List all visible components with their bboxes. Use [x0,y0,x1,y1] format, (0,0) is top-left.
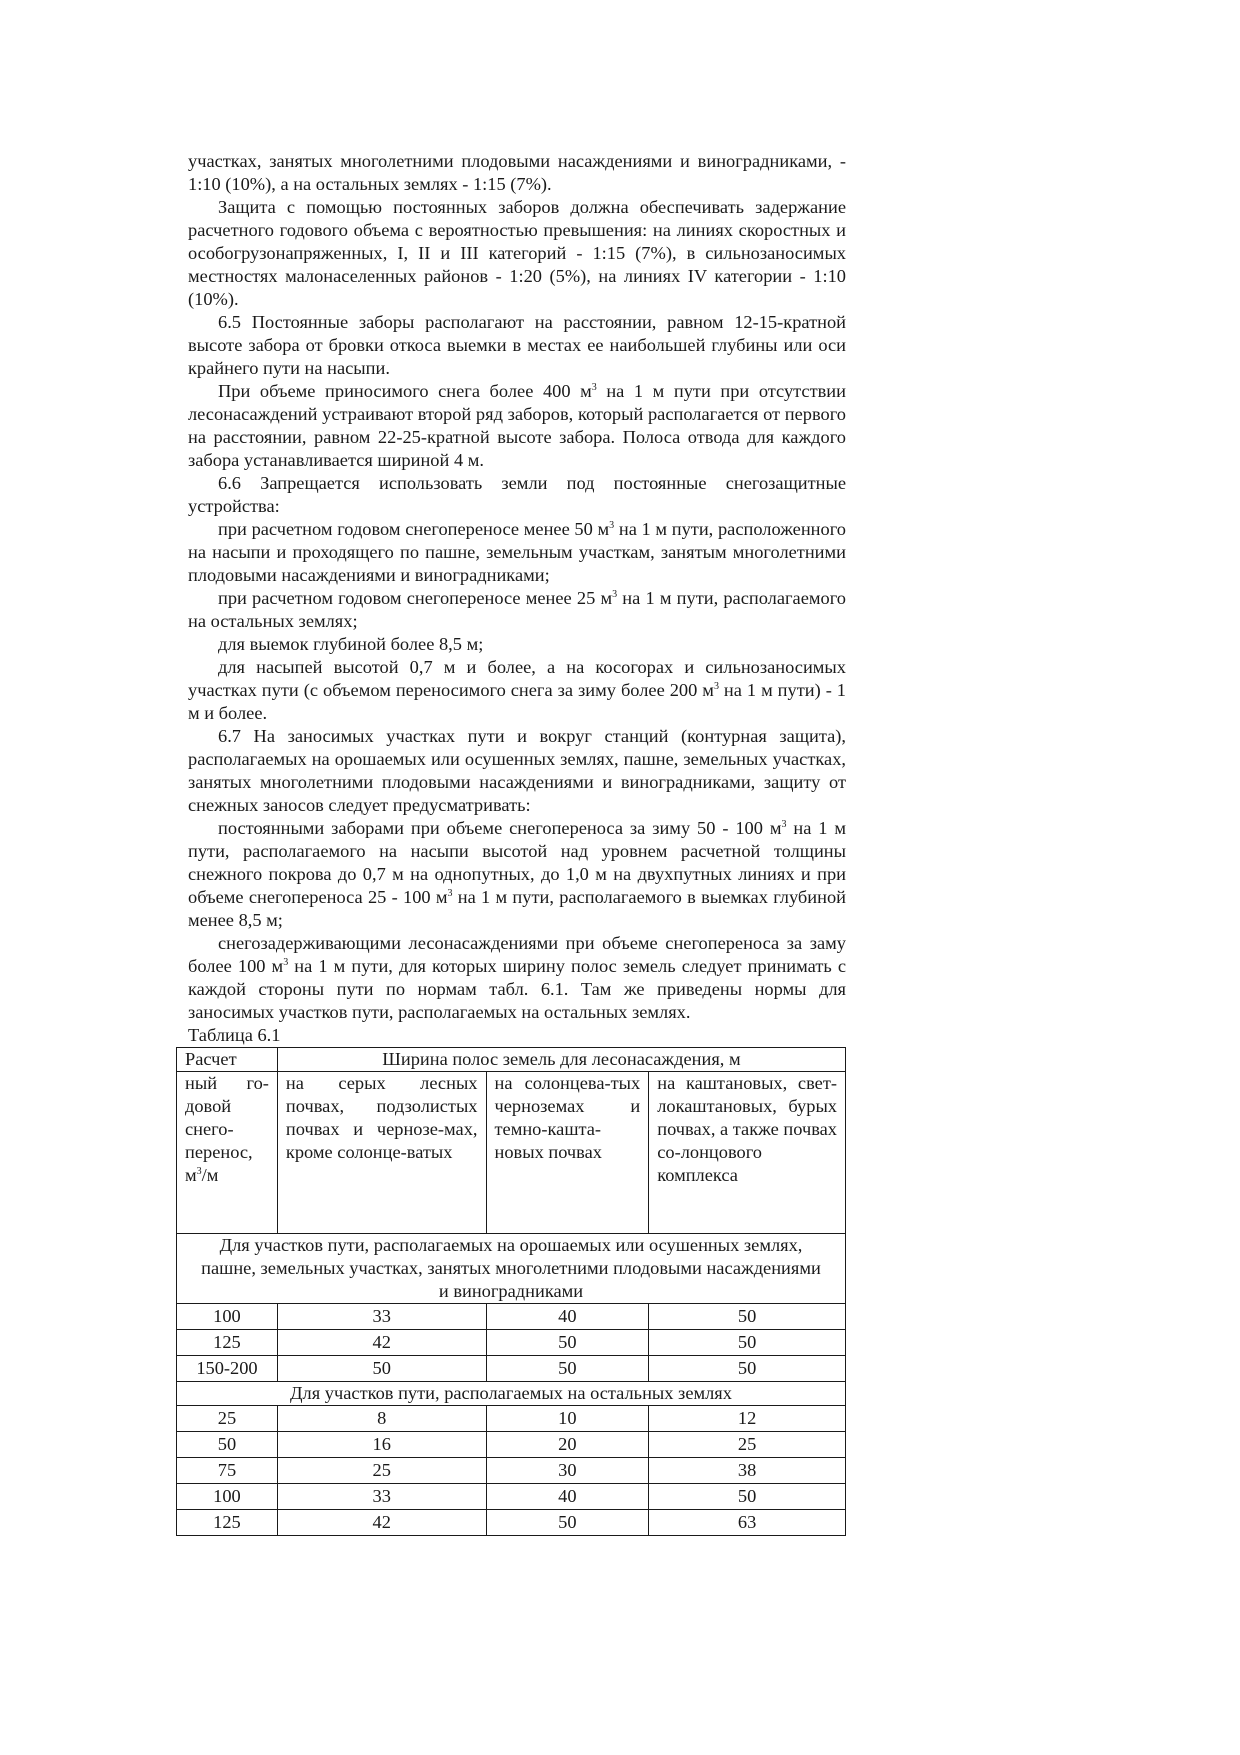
table-cell: 38 [649,1458,846,1484]
superscript: 3 [447,888,453,899]
table-cell: 25 [177,1406,278,1432]
paragraph-6-5: 6.5 Постоянные заборы располагают на расстоянии, равном 12-15-кратной высоте забора от бровки откоса выемки в местах ее наибольшей глубины или оси крайнего пути на насыпи. [188,312,846,378]
header-cell-snow-transfer [177,1072,278,1234]
table-cell: 50 [649,1330,846,1356]
text-run: снегозадерживающими лесонасаждениями при объеме снегопереноса за заму более 100 м [188,933,846,976]
table-cell: 100 [177,1304,278,1330]
table-cell: 63 [649,1510,846,1536]
table-cell: 10 [486,1406,649,1432]
table-cell: 16 [277,1432,486,1458]
section-title-other-lands: Для участков пути, располагаемых на остальных землях [177,1382,846,1406]
table-cell: 40 [486,1304,649,1330]
table-row [177,1304,846,1330]
paragraph-6-7: 6.7 На заносимых участках пути и вокруг станций (контурная защита), располагаемых на орошаемых или осушенных землях, пашне, земельных участках, занятых многолетними плодовыми насаждениями и виноградниками, защиту от снежных заносов следует предусматривать: [188,726,846,815]
table-cell: 20 [486,1432,649,1458]
list-item: для выемок глубиной более 8,5 м; [218,634,484,654]
text-run: ный го-довой снего-перенос, м [185,1073,269,1185]
table-row [177,1356,846,1382]
norms-table [176,1047,846,1536]
table-cell: 25 [649,1432,846,1458]
text-run: /м [201,1165,219,1185]
superscript: 3 [781,819,787,830]
list-item [188,817,846,932]
superscript: 3 [609,520,615,531]
table-header-row [177,1048,846,1072]
list-item [188,656,846,725]
superscript: 3 [283,957,289,968]
document-page [185,150,847,1536]
table-cell: 75 [177,1458,278,1484]
text-run: на 1 м пути при отсутствии лесонасаждений устраивают второй ряд заборов, который располагается от первого на расстоянии, равном 22-25-кратной высоте забора. Полоса отвода для каждого забора устанавливается шириной 4 м. [188,381,846,470]
text-run: постоянными заборами при объеме снегопереноса за зиму 50 - 100 м [218,818,782,838]
table-cell: 42 [277,1330,486,1356]
table-subheader-row [177,1072,846,1234]
table-row [177,1510,846,1536]
table-cell: 50 [486,1510,649,1536]
table-cell: 30 [486,1458,649,1484]
text-run: на 1 м пути, располагаемого на насыпи высотой над уровнем расчетной толщины снежного покрова до 0,7 м на однопутных, до 1,0 м на двухпутных линиях и при объеме снегопереноса 25 - 100 м [188,818,846,907]
table-cell: 125 [177,1330,278,1356]
superscript: 3 [612,589,618,600]
paragraph [188,380,846,472]
table-cell: 50 [649,1304,846,1330]
table-cell: 150-200 [177,1356,278,1382]
table-cell: 40 [486,1484,649,1510]
header-cell-soil-2: на солонцева-тых черноземах и темно-кашта-новых почвах [486,1072,649,1234]
table-cell: 50 [277,1356,486,1382]
table-cell: 42 [277,1510,486,1536]
superscript: 3 [591,382,597,393]
list-item [188,518,846,587]
table-cell: 50 [486,1330,649,1356]
text-run: при расчетном годовом снегопереносе менее 25 м [218,588,613,608]
table-cell: 50 [649,1356,846,1382]
table-cell: 50 [486,1356,649,1382]
text-run: для насыпей высотой 0,7 м и более, а на косогорах и сильнозаносимых участках пути (с объемом переносимого снега за зиму более 200 м [188,657,846,700]
list-item [188,587,846,633]
section-title-row [177,1234,846,1304]
table-cell: 125 [177,1510,278,1536]
table-cell: 25 [277,1458,486,1484]
text-run: при расчетном годовом снегопереносе менее 50 м [218,519,610,539]
superscript: 3 [196,1166,202,1177]
text-run: При объеме приносимого снега более 400 м [218,381,592,401]
table-row [177,1330,846,1356]
text-run: на 1 м пути, располагаемого в выемках глубиной менее 8,5 м; [188,887,847,930]
table-row [177,1458,846,1484]
list-item [188,932,846,1024]
paragraph: Защита с помощью постоянных заборов должна обеспечивать задержание расчетного годового объема с вероятностью превышения: на линиях скоростных и особогрузонапряженных, I, II и III категорий - 1:15 (7%), в сильнозаносимых местностях малонаселенных районов - 1:20 (5%), на линиях IV категории - 1:10 (10%). [188,197,846,309]
table-cell: 50 [649,1484,846,1510]
table-cell: 50 [177,1432,278,1458]
text-run: на 1 м пути) - 1 м и более. [188,680,846,723]
table-caption: Таблица 6.1 [188,1025,281,1045]
superscript: 3 [713,681,719,692]
table-cell: 12 [649,1406,846,1432]
text-run: на 1 м пути, располагаемого на остальных землях; [188,588,846,631]
paragraph: участках, занятых многолетними плодовыми насаждениями и виноградниками, - 1:10 (10%), а на остальных землях - 1:15 (7%). [188,151,846,194]
header-cell-snow-top: Расчет [177,1048,278,1072]
table-row [177,1406,846,1432]
section-title-row [177,1382,846,1406]
table-row [177,1484,846,1510]
header-cell-soil-3: на каштановых, свет-локаштановых, бурых почвах, а также почвах со-лонцового комплекса [649,1072,846,1234]
table-cell: 8 [277,1406,486,1432]
header-cell-soil-1: на серых лесных почвах, подзолистых почвах и чернозе-мах, кроме солонце-ватых [277,1072,486,1234]
table-cell: 100 [177,1484,278,1510]
section-title-irrigated: Для участков пути, располагаемых на орошаемых или осушенных землях, пашне, земельных участках, занятых многолетними плодовыми насаждениями и виноградниками [177,1234,846,1304]
table-cell: 33 [277,1484,486,1510]
header-cell-width: Ширина полос земель для лесонасаждения, м [277,1048,845,1072]
text-run: на 1 м пути, расположенного на насыпи и проходящего по пашне, земельным участкам, занятым многолетними плодовыми насаждениями и виноградниками; [188,519,846,585]
text-run: на 1 м пути, для которых ширину полос земель следует принимать с каждой стороны пути по нормам табл. 6.1. Там же приведены нормы для заносимых участков пути, располагаемых на остальных землях. [188,956,846,1022]
paragraph-6-6: 6.6 Запрещается использовать земли под постоянные снегозащитные устройства: [188,473,846,516]
table-row [177,1432,846,1458]
table-cell: 33 [277,1304,486,1330]
